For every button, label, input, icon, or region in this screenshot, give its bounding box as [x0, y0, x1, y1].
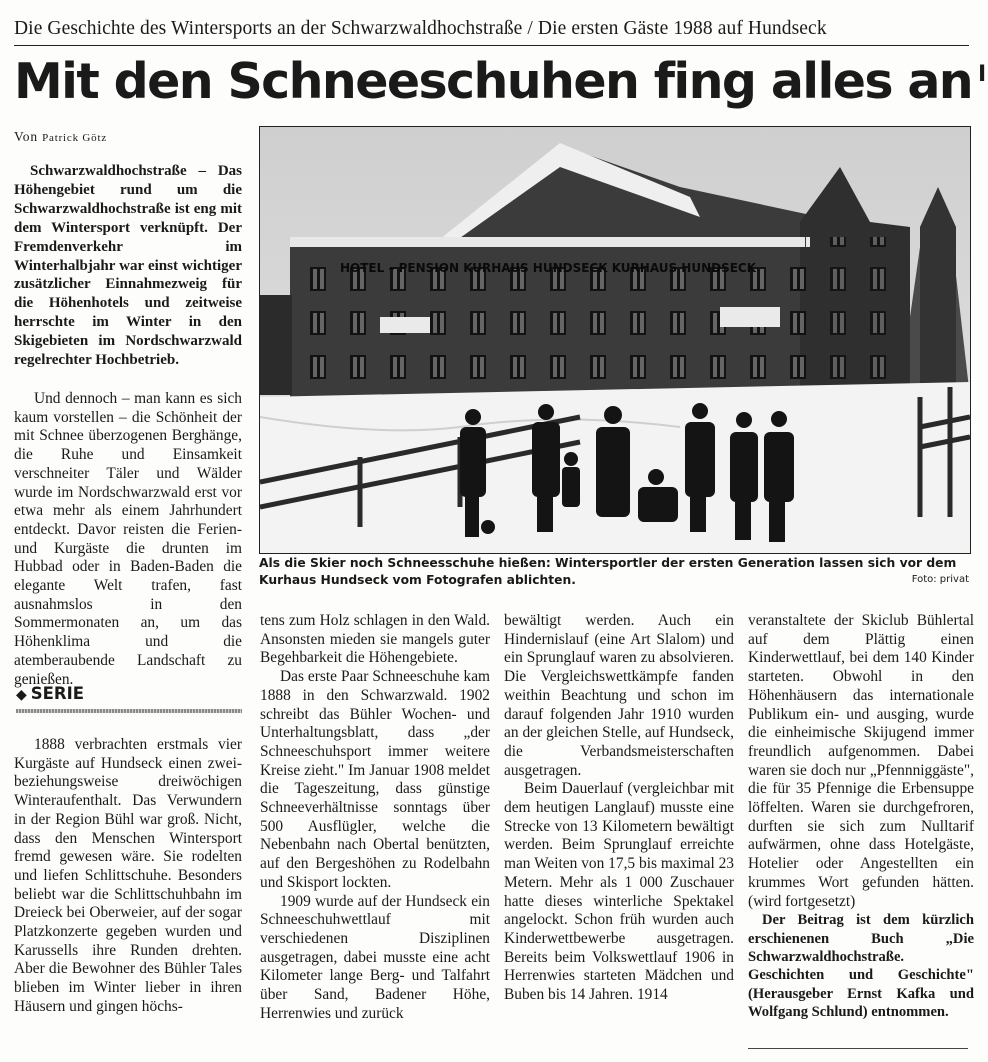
- paragraph: bewältigt werden. Auch ein Hindernislauf (eine Art Slalom) und ein Sprunglauf waren zu absolvieren. Die Vergleichswettkämpfe fanden weithin Beachtung und schon im darauf folgenden Jahr 1910 wurden an der gleichen Stelle, auf Hundseck, die Verbandsmeisterschaften ausgetragen.: [504, 612, 734, 779]
- column-2: [260, 612, 490, 1023]
- serie-label: SERIE: [30, 684, 85, 703]
- serie-rule: [16, 709, 242, 713]
- column-4: [748, 612, 974, 1022]
- paragraph: tens zum Holz schlagen in den Wald. Ansonsten mieden sie mangels guter Begehbarkeit die Höhengebiete.: [260, 612, 490, 667]
- byline: [14, 129, 107, 145]
- column-1-bottom: [14, 736, 242, 1017]
- edge-letter: I: [978, 62, 987, 87]
- column-3: [504, 612, 734, 1005]
- photo-illustration: [260, 127, 970, 553]
- headline: Mit den Schneeschuhen fing alles an: [14, 53, 973, 110]
- serie-heading: [16, 684, 84, 703]
- photo-kurhaus-hundseck: [259, 126, 971, 554]
- paragraph: veranstaltete der Skiclub Bühlertal auf dem Plättig einen Kinderwettlauf, bei dem 140 Kinder starteten. Obwohl in den Höhenhäusern das internationale Publikum ein- und ausging, wurde die einheimische Skijugend immer freundlich aufgenommen. Dabei waren sie doch nur „Pfennniggäste", die für 35 Pfennige die Erbensuppe löffelten. Waren sie durchgefroren, durften sie sich zum Nulltarif aufwärmen, ohne dass Hotelgäste, Hotelier oder Angestellten ein krummes Wort gefunden hätten. (wird fortgesetzt): [748, 612, 974, 910]
- paragraph: 1888 verbrachten erstmals vier Kurgäste auf Hundseck einen zwei- beziehungsweise dreiwöchigen Winteraufenthalt. Das Verwundern in der Region Bühl war groß. Nicht, dass den Menschen Wintersport fremd gewesen wäre. Sie rodelten und liefen Schlittschuhe. Besonders beliebt war die Schlittschuhbahn im Dreieck bei Oberweier, auf der sogar Platzkonzerte gegeben wurden und Karussells ihre Runden drehten. Aber die Bewohner des Bühler Tales blieben im Winter lieber in ihren Häusern und gingen höchs-: [14, 736, 242, 1015]
- kicker-rule: [14, 45, 969, 46]
- paragraph: Beim Dauerlauf (vergleichbar mit dem heutigen Langlauf) musste eine Strecke von 13 Kilometern bewältigt werden. Beim Sprunglauf erreichte man Weiten von 17,5 bis maximal 23 Metern. Mehr als 1 000 Zuschauer hatte dieses winterliche Spektakel angelockt. Schon früh wurden auch Kinderwettbewerbe ausgetragen. Bereits beim Volkswettlauf 1906 in Herrenwies starteten Mädchen und Buben bis 14 Jahren. 1914: [504, 780, 734, 1004]
- diamond-icon: ◆: [16, 687, 27, 703]
- lead-text: Schwarzwaldhochstraße – Das Höhengebiet rund um die Schwarzwaldhochstraße ist eng mit dem Wintersport verknüpft. Der Fremdenverkehr im Winterhalbjahr war einst wichtiger zusätzlicher Einnahmezweig für die Höhenhotels und zeitweise herrschte im Winter in den Skigebieten im Nordschwarzwald regelrechter Hochbetrieb.: [14, 163, 242, 369]
- column-1-top: [14, 390, 242, 689]
- lead-paragraph: [14, 162, 242, 370]
- kicker: Die Geschichte des Wintersports an der Schwarzwaldhochstraße / Die ersten Gäste 1988 auf Hundseck: [14, 18, 827, 39]
- bottom-rule: [748, 1048, 968, 1049]
- byline-prefix: Von: [14, 129, 38, 144]
- photo-credit: Foto: privat: [911, 574, 969, 585]
- paragraph: 1909 wurde auf der Hundseck ein Schneeschuhwettlauf mit verschiedenen Disziplinen ausgetragen, dabei musste eine acht Kilometer lange Berg- und Talfahrt über Sand, Badener Höhe, Herrenwies und zurück: [260, 892, 490, 1022]
- source-note: Der Beitrag ist dem kürzlich erschienenen Buch „Die Schwarzwaldhochstraße. Geschichten und Geschichte" (Herausgeber Ernst Kafka und Wolfgang Schlund) entnommen.: [748, 912, 974, 1021]
- photo-caption: Als die Skier noch Schneesschuhe hießen: Wintersportler der ersten Generation lassen sich vor dem Kurhaus Hundseck vom Fotografen ablichten.: [259, 556, 957, 587]
- paragraph: Das erste Paar Schneeschuhe kam 1888 in den Schwarzwald. 1902 schreibt das Bühler Wochen- und Unterhaltungsblatt, dass „der Schneeschuhsport immer weitere Kreise zieht." Im Januar 1908 meldet die Tageszeitung, dass günstige Schneeverhältnisse sonntags über 500 Ausflügler, welche die Nebenbahn nach Obertal benützten, auf den Bergeshöhen zu Rodelbahn und Skisport lockten.: [260, 668, 490, 891]
- paragraph: Und dennoch – man kann es sich kaum vorstellen – die Schönheit der mit Schnee überzogenen Berghänge, die Ruhe und Einsamkeit verschneiter Täler und Wälder wurde im Nordschwarzwald erst vor etwa mehr als einem Jahrhundert entdeckt. Davor reisten die Ferien- und Kurgäste die drunten im Hubbad oder in Baden-Baden die elegante Welt trafen, fast ausnahmslos in den Sommermonaten an, um das Höhenklima und die atemberaubende Landschaft zu genießen.: [14, 390, 242, 688]
- byline-author: Patrick Götz: [42, 132, 107, 144]
- building-sign: HOTEL – PENSION KURHAUS HUNDSECK KURHAUS HUNDSECK: [340, 261, 757, 275]
